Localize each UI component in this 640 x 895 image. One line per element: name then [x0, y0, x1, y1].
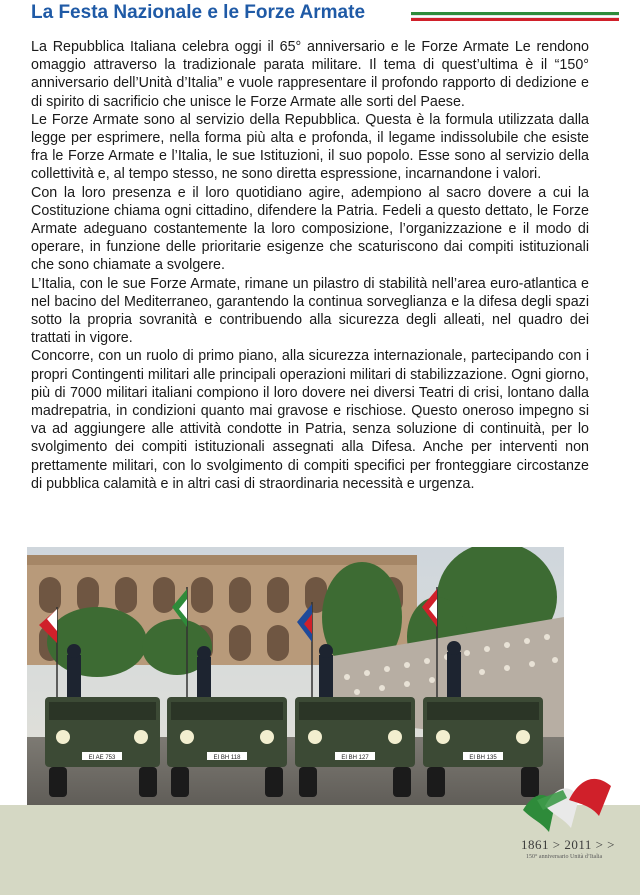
anniversary-years: 1861 > 2011 > >: [521, 837, 616, 852]
article-body: [31, 38, 589, 493]
paragraph-1: La Repubblica Italiana celebra oggi il 65° anniversario e le Forze Armate Le rendono omaggio attraverso la tradizionale parata militare. Il tema di quest’ultima è il “150° anniversario dell’Unità d’Italia” e vuole rappresentare il profondo rapporto di dedizione e di spirito di sacrificio che unisce le Forze Armate alle sorti del Paese.: [31, 39, 589, 110]
paragraph-5: Concorre, con un ruolo di primo piano, alla sicurezza internazionale, partecipando con i propri Contingenti militari alle principali operazioni militari di stabilizzazione. Ogni giorno, più di 7000 militari italiani compiono il loro dovere nei diversi Teatri di crisi, lontano dalla madrepatria, in condizioni quanto mai gravose e rischiose. Questo oneroso impegno si va ad aggiungere alle attività condotte in Patria, senza soluzione di continuità, per lo svolgimento dei compiti istituzionali assegnati alla Difesa. Anche per interventi non prettamente militari, con lo svolgimento di compiti specifici per fronteggiare circostanze di pubblica calamità e in altri casi di straordinaria necessità e urgenza.: [31, 348, 589, 492]
anniversary-subtitle: 150° anniversario Unità d’Italia: [526, 854, 603, 860]
parade-illustration: [27, 547, 564, 808]
plate-3: EI BH 127: [341, 755, 369, 761]
plate-2: EI BH 118: [213, 755, 241, 761]
parade-photo: [27, 547, 564, 808]
page-title: La Festa Nazionale e le Forze Armate: [31, 2, 366, 23]
title-row: [31, 2, 591, 26]
plate-1: EI AE 753: [88, 755, 116, 761]
tricolor-rule-red: [411, 18, 619, 21]
paragraph-2: Le Forze Armate sono al servizio della Repubblica. Questa è la formula utilizzata dalla legge per esprimere, nella forma più alta e profonda, il legame indissolubile che esiste fra le Forze Armate e l’Italia, le sue Istituzioni, il suo popolo. Esse sono al servizio della collettività e, al tempo stesso, ne sono diretta espressione, incarnandone i valori.: [31, 111, 589, 183]
paragraph-3: Con la loro presenza e il loro quotidiano agire, adempiono al sacro dovere a cui la Costituzione chiama ogni cittadino, difendere la Patria. Fedeli a questo dettato, le Forze Armate adeguano costantemente la loro composizione, l’organizzazione e il modo di operare, in funzione delle prioritarie esigenze che scaturiscono dai compiti istituzionali che sono chiamate a svolgere.: [31, 184, 589, 274]
paragraph-4: L’Italia, con le sue Forze Armate, rimane un pilastro di stabilità nell’area euro-atlantica e nel bacino del Mediterraneo, garantendo la continua sorveglianza e la difesa degli spazi sotto la propria sovranità e contribuendo alla sicurezza degli alleati, nel quadro dei trattati in vigore.: [31, 275, 589, 347]
anniversary-logo-icon: [515, 770, 615, 840]
tricolor-rule: [411, 12, 619, 21]
plate-4: EI BH 135: [469, 755, 497, 761]
